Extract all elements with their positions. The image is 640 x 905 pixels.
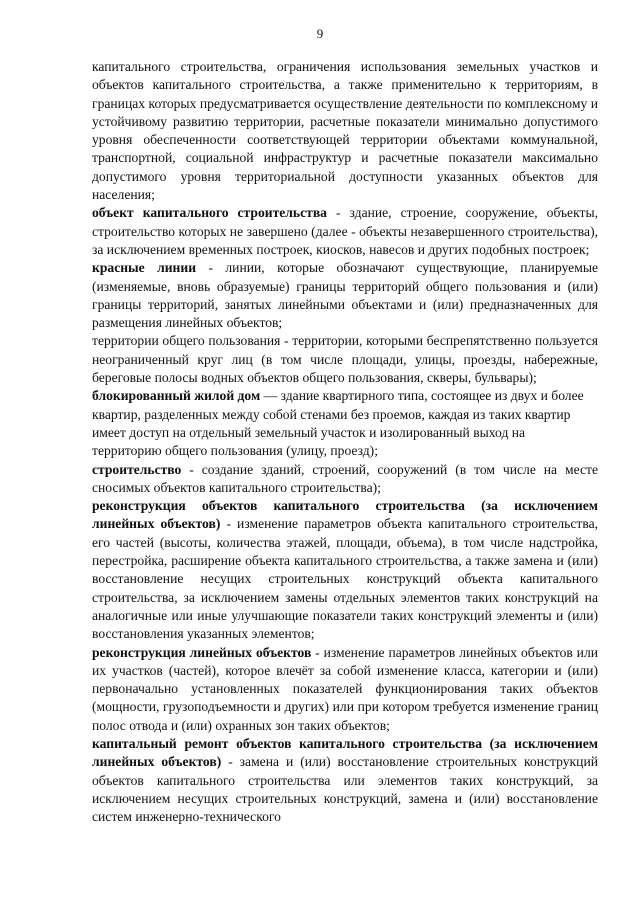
definition-term: реконструкция объектов капитального строительства (за исключением линейных объектов) — [92, 498, 598, 532]
definition-text: — здание квартирного типа, состоящее из двух и более квартир, разделенных между собой стенами без проемов, каждая из таких квартир имеет доступ на отдельный земельный участок и изолированный выход на территорию общего пользования (улицу, проезд); — [92, 388, 584, 459]
definition-paragraph — [92, 735, 598, 826]
definition-paragraph — [92, 204, 598, 259]
definition-text: - изменение параметров объекта капитального строительства, его частей (высоты, количества этажей, площади, объема), в том числе надстройка, перестройка, расширение объекта капитального строительства, а также замена и (или) восстановление несущих строительных конструкций объекта капитального строительства, за исключением замены отдельных элементов таких конструкций на аналогичные или иные улучшающие показатели таких конструкций элементы и (или) восстановления указанных элементов; — [92, 516, 598, 642]
paragraph-text: капитального строительства, ограничения использования земельных участков и объектов капитального строительства, а также применительно к территориям, в границах которых предусматривается осуществление деятельности по комплексному и устойчивому развитию территории, расчетные показатели минимально допустимого уровня обеспеченности соответствующей территории объектами коммунальной, транспортной, социальной инфраструктур и расчетные показатели максимально допустимого уровня территориальной доступности указанных объектов для населения; — [92, 59, 598, 203]
definition-term: реконструкция линейных объектов — [92, 644, 312, 660]
definition-term: блокированный жилой дом — [92, 388, 261, 404]
definition-term: объект капитального строительства — [92, 205, 327, 221]
definition-paragraph — [92, 644, 598, 735]
definition-paragraph — [92, 387, 598, 460]
definition-term: красные линии — [92, 260, 197, 276]
definition-paragraph — [92, 461, 598, 498]
definition-term: строительство — [92, 461, 182, 477]
document-body — [92, 58, 598, 826]
page-number: 9 — [316, 26, 324, 41]
paragraph — [92, 58, 598, 204]
definition-paragraph — [92, 497, 598, 643]
definition-text: - создание зданий, строений, сооружений (в том числе на месте сносимых объектов капитального строительства); — [92, 461, 598, 495]
definition-text: - здание, строение, сооружение, объекты, строительство которых не завершено (далее - объекты незавершенного строительства), за исключением временных построек, киосков, навесов и других подобных построек; — [92, 205, 598, 257]
definition-text: - замена и (или) восстановление строительных конструкций объектов капитального строительства или элементов таких конструкций, за исключением несущих строительных конструкций, замена и (или) восстановление систем инженерно-технического — [92, 754, 598, 825]
definition-text: - изменение параметров линейных объектов или их участков (частей), которое влечёт за собой изменение класса, категории и (или) первоначально установленных показателей функционирования таких объектов (мощности, грузоподъемности и других) или при котором требуется изменение границ полос отвода и (или) охранных зон таких объектов; — [92, 644, 599, 733]
paragraph — [92, 332, 598, 387]
definition-term: капитальный ремонт объектов капитального строительства (за исключением линейных объектов) — [92, 735, 598, 770]
definition-text: - линии, которые обозначают существующие, планируемые (изменяемые, вновь образуемые) границы территорий общего пользования и (или) границы территорий, занятых линейными объектами и (или) предназначенных для размещения линейных объектов; — [92, 260, 598, 331]
definition-paragraph — [92, 259, 598, 332]
paragraph-text: территории общего пользования - территории, которыми беспрепятственно пользуется неограниченный круг лиц (в том числе площади, улицы, проезды, набережные, береговые полосы водных объектов общего пользования, скверы, бульвары); — [92, 333, 598, 386]
